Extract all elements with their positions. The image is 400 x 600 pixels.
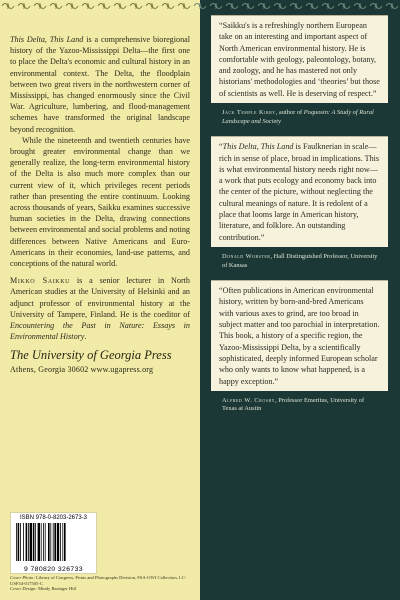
blurb-quote-3: “Often publications in American environmental history, written by born-and-bred Americans with various axes to grind, are too broad in subject matter and too parochial in interpretation. This book, a history of a specific region, the Yazoo-Mississippi Delta, by a scientifically sophisticated, deeply informed European scholar who only wants to know what happened, is a happy exception.”: [211, 280, 388, 391]
publisher-block: [10, 348, 190, 374]
blurb-affiliation: , author of: [275, 109, 304, 117]
coedited-book-title: Encountering the Past in Nature: Essays in Environmental History: [10, 321, 190, 342]
quote-text: is Faulknerian in scale—rich in sense of place, broad in implications. This is what environmental history needs right now—a work that puts ecology and economy back into the center of the picture, without neglecting the cultural meanings of nature. It is redolent of a place that looms large in American history, literature, and folklore. An outstanding contribution.”: [219, 142, 380, 242]
photo-credit-text: Library of Congress, Prints and Photographs Division, FSA-OWI Collection, LC-USF34-017505-C: [10, 575, 187, 586]
isbn-text: ISBN 978-0-8203-2673-3: [19, 515, 88, 521]
blurb-affiliation: , Hall Distinguished Professor, University of Kansas: [222, 252, 378, 269]
photo-credit-label: Cover Photo:: [10, 575, 35, 580]
book-title: This Delta, This Land: [10, 35, 84, 44]
design-credit-text: Mindy Basinger Hill: [36, 586, 77, 592]
barcode-bars-icon: [15, 523, 90, 561]
blurb-quote-1: “Saikku's is a refreshingly northern European take on an interesting and important aspect of North American environmental history. He is comfortable with geology, paleontology, botany, and zoology, and he has mastered not only historians' methodologies and ‘theories’ but those of scientists as well. He is deserving of respect.”: [211, 15, 388, 103]
description-paragraph-2: While the nineteenth and twentieth centuries have brought greater environmental change than we generally realize, the long-term environmental history of the Delta is also much more complex than our current view of it, which privileges recent periods rather than presenting the entire continuum. Looking across thousands of years, Saikku examines successive human societies in the Delta, drawing connections between environmental and social problems and noting differences between Native Americans and Euro-Americans in their economies, land-use patterns, and conceptions of the natural world.: [10, 135, 190, 269]
blurb-attribution-3: [211, 391, 388, 414]
author-bio-end: .: [84, 332, 87, 342]
left-column: [10, 34, 190, 374]
blurb-author-name: Donald Worster: [222, 252, 271, 260]
quoted-book-title: This Delta, This Land: [222, 142, 294, 152]
author-name: Mikko Saikku: [10, 276, 71, 286]
barcode: [10, 512, 97, 574]
cover-design-credit: [10, 586, 195, 592]
blurb-attribution-1: [211, 103, 388, 126]
cover-credits: [10, 575, 195, 592]
description-text: is a comprehensive bioregional history of the Yazoo-Mississippi Delta—the first one to place the Delta's economic and cultural history in an environmental context. The Delta, the floodplain between two great rivers in the northwestern corner of Mississippi, has changed enormously since the Civil War. Agriculture, lumbering, and flood-management schemes have transformed the original landscape beyond recognition.: [10, 35, 190, 134]
blurb-author-name: Jack Temple Kirby: [222, 109, 276, 117]
barcode-digits: 9 780820 326733: [24, 566, 83, 573]
author-bio: [10, 275, 190, 342]
blurb-book-title: Poquosin: A Study of Rural Landscape and Society: [222, 109, 374, 125]
right-column: [211, 15, 388, 414]
blurb-quote-2: [211, 136, 388, 247]
cover-photo-credit: [10, 575, 195, 586]
design-credit-label: Cover Design:: [10, 586, 37, 592]
publisher-name: The University of Georgia Press: [10, 348, 172, 363]
author-bio-text: is a senior lecturer in North American studies at the University of Helsinki and an adjunct professor of environmental history at the University of Tampere, Finland. He is the coeditor of: [10, 276, 190, 319]
description-paragraph-1: [10, 34, 190, 135]
blurb-affiliation: , Professor Emeritus, University of Texas at Austin: [222, 396, 365, 413]
quote-open-mark: “: [219, 142, 223, 152]
blurb-attribution-2: [211, 247, 388, 270]
book-description: [10, 34, 190, 269]
publisher-address: Athens, Georgia 30602 www.ugapress.org: [10, 365, 154, 375]
decorative-border-icon: [0, 0, 400, 14]
blurb-author-name: Alfred W. Crosby: [222, 396, 276, 404]
